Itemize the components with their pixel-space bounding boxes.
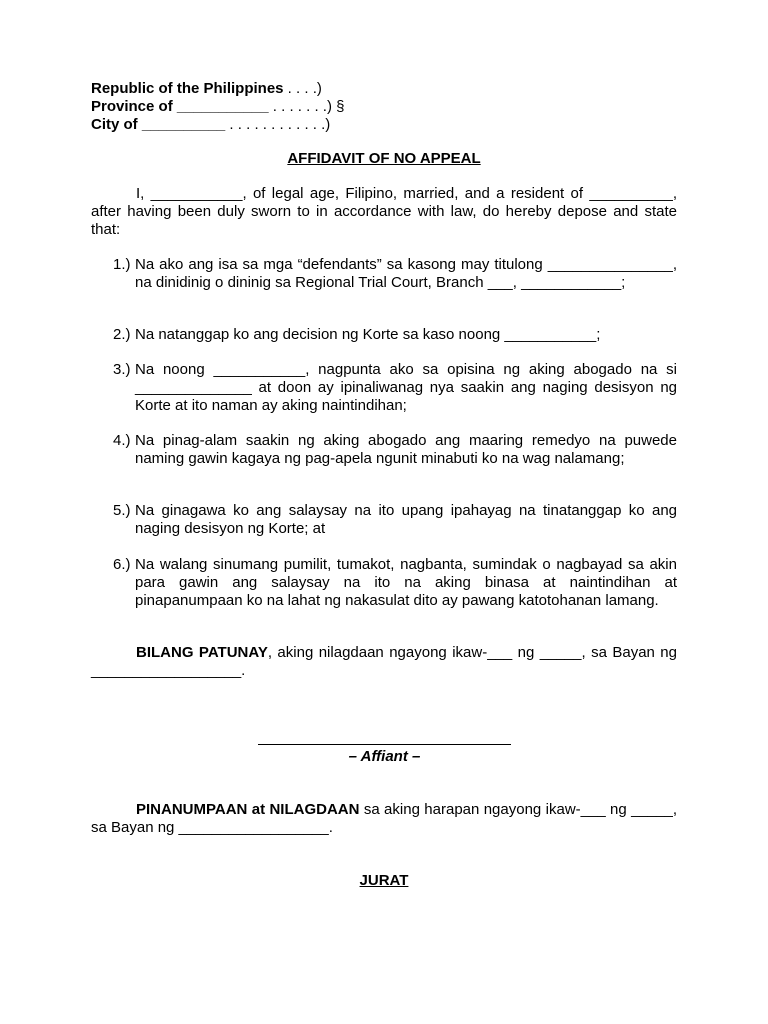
header-province-dots: . . . . . . .) §	[268, 98, 345, 115]
list-item-3	[113, 361, 677, 415]
intro-paragraph: I, ___________, of legal age, Filipino, married, and a resident of __________, after having been duly sworn to in accordance with law, do hereby depose and state that:	[91, 185, 677, 238]
list-item-number: 2.)	[113, 326, 131, 343]
panumpa-paragraph	[91, 801, 677, 837]
list-item-4	[113, 432, 677, 468]
patunay-paragraph	[91, 644, 677, 680]
list-item-text: Na natanggap ko ang decision ng Korte sa kaso noong ___________;	[135, 326, 601, 343]
patunay-text: , aking nilagdaan ngayong ikaw-___ ng _____, sa Bayan ng __________________.	[91, 644, 677, 679]
list-item-1	[113, 256, 677, 292]
list-item-number: 6.)	[113, 556, 131, 573]
header-republic-dots: . . . .)	[283, 80, 322, 97]
header-province-label: Province of ___________	[91, 98, 269, 115]
list-item-6	[113, 556, 677, 610]
document-title: AFFIDAVIT OF NO APPEAL	[287, 150, 481, 167]
affiant-label: – Affiant –	[348, 748, 421, 765]
list-item-number: 1.)	[113, 256, 131, 273]
list-item-text: Na ako ang isa sa mga “defendants” sa kasong may titulong _______________, na dinidinig o dininig sa Regional Trial Court, Branch ___, ____________;	[135, 256, 677, 291]
list-item-2	[113, 326, 677, 344]
list-item-number: 3.)	[113, 361, 131, 378]
jurat-heading: JURAT	[359, 872, 409, 889]
list-item-5	[113, 502, 677, 538]
header-province	[91, 98, 344, 116]
panumpa-text: sa aking harapan ngayong ikaw-___ ng _____, sa Bayan ng __________________.	[91, 801, 677, 836]
header-city	[91, 116, 330, 134]
header-republic-label: Republic of the Philippines	[91, 80, 284, 97]
header-city-dots: . . . . . . . . . . . .)	[225, 116, 331, 133]
header-city-label: City of __________	[91, 116, 226, 133]
list-item-number: 4.)	[113, 432, 131, 449]
panumpa-heading: PINANUMPAAN at NILAGDAAN	[136, 801, 360, 818]
list-item-text: Na walang sinumang pumilit, tumakot, nagbanta, sumindak o nagbayad sa akin para gawin ang salaysay na ito na aking binasa at naintindihan at pinapanumpaan ko na lahat ng nakasulat dito ay pawang katotohanan lamang.	[135, 556, 677, 609]
list-item-text: Na pinag-alam saakin ng aking abogado ang maaring remedyo na puwede naming gawin kagaya ng pag-apela ngunit minabuti ko na wag nalamang;	[135, 432, 677, 467]
list-item-text: Na ginagawa ko ang salaysay na ito upang ipahayag na tinatanggap ko ang naging desisyon ng Korte; at	[135, 502, 677, 537]
header-republic	[91, 80, 322, 98]
list-item-text: Na noong ___________, nagpunta ako sa opisina ng aking abogado na si ______________ at doon ay ipinaliwanag nya saakin ang naging desisyon ng Korte at ito naman ay aking naintindihan;	[135, 361, 677, 414]
list-item-number: 5.)	[113, 502, 131, 519]
signature-line	[258, 744, 511, 745]
patunay-heading: BILANG PATUNAY	[136, 644, 268, 661]
